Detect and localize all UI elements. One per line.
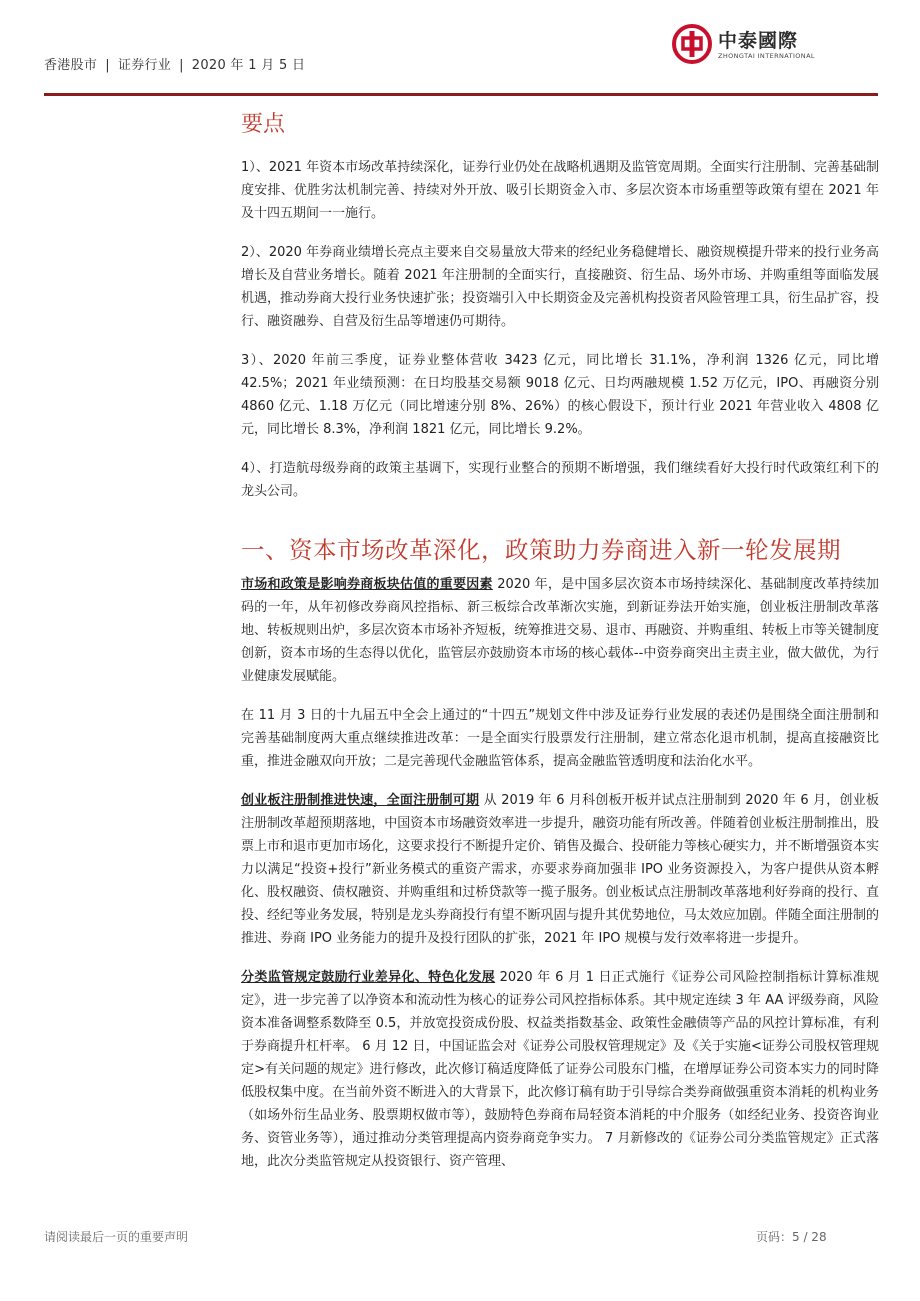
paragraph-body: 2020 年 6 月 1 日正式施行《证券公司风险控制指标计算标准规定》，进一步完善了以净资本和流动性为核心的证券公司风控指标体系。其中规定连续 3 年 AA 评级券商，风险资本准备调整系数降至 0.5，并放宽投资成份股、权益类指数基金、政策性金融债等产品的风控计算标准，有利于券商提升杠杆率。 6 月 12 日，中国证监会对《证券公司股权管理规定》及《关于实施<证券公司股权管理规定>有关问题的规定》进行修改，此次修订稿适度降低了证券公司股东门槛，在增厚证券公司资本实力的同时降低股权集中度。在当前外资不断进入的大背景下，此次修订稿有助于引导综合类券商做强重资本消耗的机构业务（如场外衍生品业务、股票期权做市等），鼓励特色券商布局轻资本消耗的中介服务（如经纪业务、投资咨询业务、资管业务等），通过推动分类管理提高内资券商竞争实力。 7 月新修改的《证券公司分类监管规定》正式落地，此次分类监管规定从投资银行、资产管理、 (241, 970, 879, 1169)
company-logo (672, 24, 832, 64)
paragraph-lead: 创业板注册制推进快速，全面注册制可期 (241, 793, 480, 808)
keypoint-1: 1）、2021 年资本市场改革持续深化，证券行业仍处在战略机遇期及监管宽周期。全面实行注册制、完善基础制度安排、优胜劣汰机制完善、持续对外开放、吸引长期资金入市、多层次资本市场重塑等政策有望在 2021 年及十四五期间一一施行。 (241, 160, 879, 221)
section-paragraph-1 (241, 573, 879, 688)
footer-disclaimer: 请阅读最后一页的重要声明 (44, 1230, 189, 1244)
section-paragraph-3 (241, 789, 879, 950)
section-paragraph-4 (241, 966, 879, 1173)
header-info: 香港股市 | 证券行业 | 2020 年 1 月 5 日 (44, 58, 306, 73)
keypoints-title: 要点 (241, 112, 286, 137)
zhongtai-logo-icon (672, 24, 712, 64)
header-market: 香港股市 (44, 58, 98, 73)
header-industry: 证券行业 (117, 58, 172, 73)
keypoint-4: 4）、打造航母级券商的政策主基调下，实现行业整合的预期不断增强，我们继续看好大投行时代政策红利下的龙头公司。 (241, 461, 879, 499)
section-paragraph-2 (241, 704, 879, 773)
paragraph-body: 2020 年，是中国多层次资本市场持续深化、基础制度改革持续加码的一年，从年初修改券商风控指标、新三板综合改革渐次实施，到新证券法开始实施，创业板注册制改革落地、转板规则出炉，多层次资本市场补齐短板，统筹推进交易、退市、再融资、并购重组、转板上市等关键制度创新，资本市场的生态得以优化，监管层亦鼓励资本市场的核心载体--中资券商突出主责主业，做大做优，为行业健康发展赋能。 (241, 577, 879, 684)
paragraph-lead: 市场和政策是影响券商板块估值的重要因素 (241, 577, 493, 592)
logo-chinese-name: 中泰國際 (718, 30, 799, 52)
footer-page-number: 页码：5 / 28 (756, 1230, 827, 1244)
logo-english-name: ZHONGTAI INTERNATIONAL (718, 52, 815, 60)
paragraph-body: 从 2019 年 6 月科创板开板并试点注册制到 2020 年 6 月，创业板注册制改革超预期落地，中国资本市场融资效率进一步提升，融资功能有所改善。伴随着创业板注册制推出，股票上市和退市更加市场化，这要求投行不断提升定价、销售及撮合、投研能力等核心硬实力，并不断增强资本实力以满足“投资+投行”新业务模式的重资产需求，亦要求券商加强非 IPO 业务资源投入，为客户提供从资本孵化、股权融资、债权融资、并购重组和过桥贷款等一揽子服务。创业板试点注册制改革落地利好券商的投行、直投、经纪等业务发展，特别是龙头券商投行有望不断巩固与提升其优势地位，马太效应加剧。伴随全面注册制的推进、券商 IPO 业务能力的提升及投行团队的扩张，2021 年 IPO 规模与发行效率将进一步提升。 (241, 793, 879, 946)
header-divider (44, 93, 878, 96)
keypoint-3: 3）、2020 年前三季度，证券业整体营收 3423 亿元，同比增长 31.1%，净利润 1326 亿元，同比增 42.5%；2021 年业绩预测：在日均股基交易额 9018 亿元、日均两融规模 1.52 万亿元，IPO、再融资分别 4860 亿元、1.18 万亿元（同比增速分别 8%、26%）的核心假设下，预计行业 2021 年营业收入 4808 亿元，同比增长 8.3%，净利润 1821 亿元，同比增长 9.2%。 (241, 353, 879, 437)
section-1-title: 一、资本市场改革深化，政策助力券商进入新一轮发展期 (241, 536, 841, 564)
paragraph-body: 在 11 月 3 日的十九届五中全会上通过的“十四五”规划文件中涉及证券行业发展的表述仍是围绕全面注册制和完善基础制度两大重点继续推进改革：一是全面实行股票发行注册制，建立常态化退市机制，提高直接融资比重，推进金融双向开放；二是完善现代金融监管体系，提高金融监管透明度和法治化水平。 (241, 708, 879, 769)
header-date: 2020 年 1 月 5 日 (191, 58, 306, 73)
paragraph-lead: 分类监管规定鼓励行业差异化、特色化发展 (241, 970, 496, 985)
keypoint-2: 2）、2020 年券商业绩增长亮点主要来自交易量放大带来的经纪业务稳健增长、融资规模提升带来的投行业务高增长及自营业务增长。随着 2021 年注册制的全面实行，直接融资、衍生品、场外市场、并购重组等面临发展机遇，推动券商大投行业务快速扩张；投资端引入中长期资金及完善机构投资者风险管理工具，衍生品扩容，投行、融资融券、自营及衍生品等增速仍可期待。 (241, 245, 879, 329)
main-content (241, 110, 879, 1189)
